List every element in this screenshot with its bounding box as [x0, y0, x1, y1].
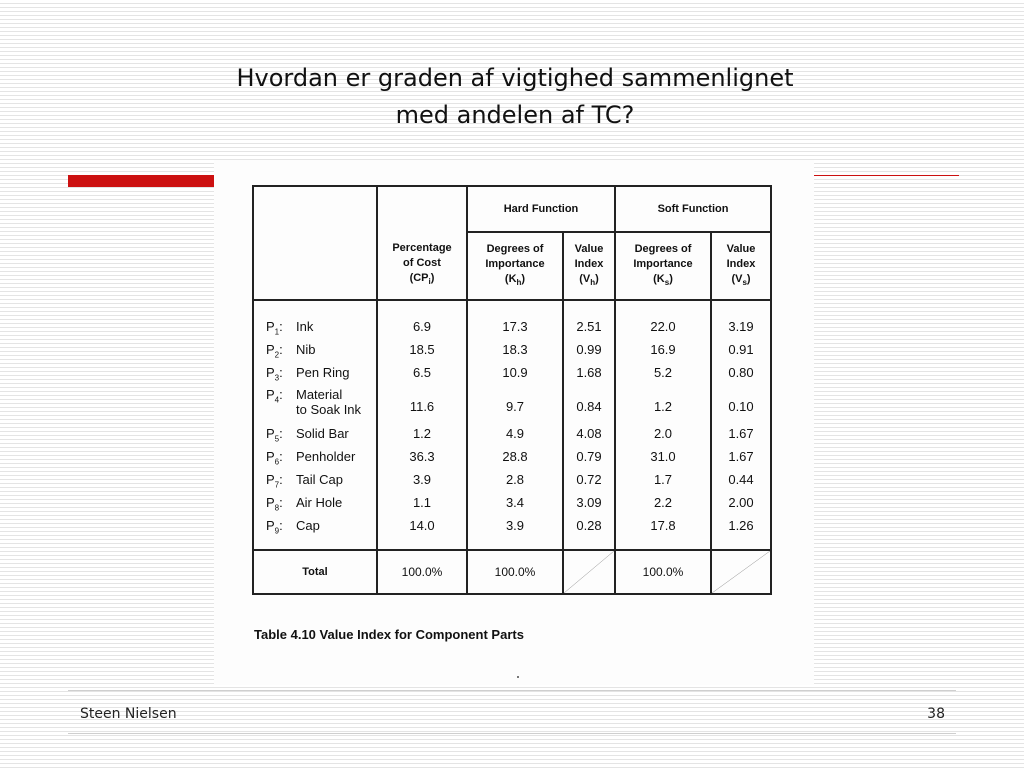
part-index: 6	[274, 457, 280, 467]
header-soft-value-line2: Index	[726, 257, 756, 270]
footer-rule-top	[68, 690, 956, 691]
accent-bar	[68, 175, 218, 187]
component-part-number	[266, 514, 296, 543]
corner-cell	[253, 186, 377, 300]
total-hard-value-blank	[563, 550, 615, 594]
component-name-line1: Material	[296, 387, 343, 402]
cell-vh: 0.72	[576, 472, 602, 487]
part-colon: :	[279, 319, 283, 334]
part-index: 2	[274, 350, 280, 360]
cell-cost: 6.9	[412, 319, 432, 334]
cell-kh: 17.3	[502, 319, 528, 334]
cell-vh: 0.99	[576, 342, 602, 357]
component-name-line1: Pen Ring	[296, 365, 350, 380]
header-vs-symbol: (V	[731, 272, 743, 285]
header-soft-importance-line2: Importance	[633, 257, 693, 270]
header-soft-importance-line3	[616, 272, 710, 290]
header-soft-value-line3	[712, 272, 770, 290]
header-hard-value-line2: Index	[574, 257, 604, 270]
component-name	[296, 422, 349, 445]
cell-cost: 18.5	[409, 342, 435, 357]
part-letter: P	[266, 387, 275, 402]
cell-cost: 36.3	[409, 449, 435, 464]
cell-ks: 1.2	[653, 399, 673, 414]
part-letter: P	[266, 365, 275, 380]
part-colon: :	[279, 472, 283, 487]
header-cost-symbol: (CP	[409, 271, 429, 284]
header-vs-close: )	[746, 272, 751, 285]
part-letter: P	[266, 472, 275, 487]
part-colon: :	[279, 387, 283, 402]
component-row-label	[266, 422, 376, 445]
cell-cost: 14.0	[409, 518, 435, 533]
cell-cost: 1.1	[412, 495, 432, 510]
cell-kh: 3.4	[505, 495, 525, 510]
soft-value-index-list	[712, 301, 770, 537]
header-cost-line1: Percentage	[392, 241, 452, 254]
header-cost-sub: i	[428, 277, 431, 287]
header-hard-value	[563, 232, 615, 300]
component-name-line1: Cap	[296, 518, 320, 533]
component-name	[296, 514, 320, 537]
cell-vh: 0.84	[576, 399, 602, 414]
footer-author: Steen Nielsen	[80, 706, 177, 722]
hard-value-index-cell	[563, 300, 615, 550]
part-index: 9	[274, 526, 280, 536]
cell-ks: 31.0	[650, 449, 676, 464]
header-hard-importance-line2: Importance	[485, 257, 545, 270]
cell-vs: 1.67	[728, 426, 754, 441]
cell-kh: 28.8	[502, 449, 528, 464]
part-colon: :	[279, 342, 283, 357]
table-image	[214, 160, 814, 685]
header-kh-symbol: (K	[504, 272, 517, 285]
cell-vs: 2.00	[728, 495, 754, 510]
header-vs-sub: s	[742, 278, 747, 288]
component-row-label	[266, 384, 376, 422]
cost-values-list	[378, 301, 466, 537]
component-name-line1: Penholder	[296, 449, 356, 464]
component-name	[296, 361, 349, 384]
header-hard-importance-line1: Degrees of	[486, 242, 544, 255]
cell-kh: 9.7	[505, 399, 525, 414]
diagonal-slash	[712, 551, 770, 593]
accent-line	[812, 175, 959, 176]
cell-kh: 3.9	[505, 518, 525, 533]
cell-vh: 1.68	[576, 365, 602, 380]
cell-vs: 3.19	[728, 319, 754, 334]
hard-importance-values-list	[468, 301, 562, 537]
part-index: 3	[274, 373, 280, 383]
total-cost: 100.0%	[377, 550, 467, 594]
part-index: 8	[274, 503, 280, 513]
component-row-label	[266, 361, 376, 384]
cell-cost: 11.6	[409, 399, 435, 414]
component-name	[296, 491, 342, 514]
part-index: 7	[274, 480, 280, 490]
cell-ks: 22.0	[650, 319, 676, 334]
header-kh-sub: h	[516, 278, 522, 288]
component-name-line1: Nib	[296, 342, 316, 357]
part-index: 4	[274, 395, 280, 405]
header-cost-line2: of Cost	[403, 256, 441, 269]
cell-ks: 1.7	[653, 472, 673, 487]
part-index: 1	[274, 327, 280, 337]
slide-title	[150, 60, 880, 134]
part-colon: :	[279, 365, 283, 380]
part-colon: :	[279, 449, 283, 464]
header-kh-close: )	[521, 272, 526, 285]
soft-value-index-cell	[711, 300, 771, 550]
cost-values-cell	[377, 300, 467, 550]
component-name	[296, 315, 313, 338]
component-row-label	[266, 514, 376, 537]
cell-ks: 16.9	[650, 342, 676, 357]
cell-ks: 17.8	[650, 518, 676, 533]
header-hard-function: Hard Function	[467, 186, 615, 232]
hard-importance-values-cell	[467, 300, 563, 550]
component-part-number	[266, 361, 296, 390]
component-name-line1: Ink	[296, 319, 314, 334]
part-letter: P	[266, 319, 275, 334]
component-row-label	[266, 338, 376, 361]
part-index: 5	[274, 434, 280, 444]
cell-vh: 0.28	[576, 518, 602, 533]
header-ks-close: )	[669, 272, 673, 285]
header-soft-importance-line1: Degrees of	[634, 242, 692, 255]
header-cost-close: )	[430, 271, 435, 284]
header-cost	[377, 186, 467, 300]
cell-kh: 2.8	[505, 472, 525, 487]
footer-rule-bottom	[68, 733, 956, 734]
header-hard-value-line1: Value	[574, 242, 604, 255]
value-index-table	[252, 185, 772, 595]
component-row-label	[266, 445, 376, 468]
slide-title-line-2: med andelen af TC?	[395, 101, 635, 129]
cell-kh: 4.9	[505, 426, 525, 441]
component-name-line2: to Soak Ink	[296, 402, 362, 417]
header-soft-importance	[615, 232, 711, 300]
header-soft-function: Soft Function	[615, 186, 771, 232]
header-soft-value	[711, 232, 771, 300]
header-hard-importance	[467, 232, 563, 300]
slide-title-line-1: Hvordan er graden af vigtighed sammenlignet	[236, 64, 794, 92]
cell-ks: 2.2	[653, 495, 673, 510]
part-colon: :	[279, 426, 283, 441]
cell-vs: 0.10	[728, 399, 754, 414]
total-soft-importance: 100.0%	[615, 550, 711, 594]
part-colon: :	[279, 518, 283, 533]
diagonal-slash	[564, 551, 614, 593]
part-letter: P	[266, 449, 275, 464]
header-ks-symbol: (K	[653, 272, 665, 285]
table-caption: Table 4.10 Value Index for Component Parts	[254, 627, 524, 642]
cell-vh: 3.09	[576, 495, 602, 510]
cell-vs: 1.26	[728, 518, 754, 533]
header-vh-symbol: (V	[579, 272, 591, 285]
component-name-line1: Air Hole	[296, 495, 343, 510]
component-name-line1: Tail Cap	[296, 472, 343, 487]
component-name-line1: Solid Bar	[296, 426, 349, 441]
component-name	[296, 445, 355, 468]
cell-kh: 18.3	[502, 342, 528, 357]
part-colon: :	[279, 495, 283, 510]
total-soft-value-blank	[711, 550, 771, 594]
component-name	[296, 468, 343, 491]
cell-vs: 0.80	[728, 365, 754, 380]
cell-vh: 4.08	[576, 426, 602, 441]
header-vh-sub: h	[590, 278, 596, 288]
page-number: 38	[927, 706, 945, 722]
cell-vh: 2.51	[576, 319, 602, 334]
cell-cost: 3.9	[412, 472, 432, 487]
part-letter: P	[266, 495, 275, 510]
component-part-number	[266, 387, 296, 408]
component-row-label	[266, 315, 376, 338]
soft-importance-values-list	[616, 301, 710, 537]
cell-vh: 0.79	[576, 449, 602, 464]
component-row-label	[266, 468, 376, 491]
soft-importance-values-cell	[615, 300, 711, 550]
header-hard-importance-line3	[468, 272, 562, 290]
cell-vs: 1.67	[728, 449, 754, 464]
header-cost-line3	[378, 271, 466, 289]
cell-ks: 5.2	[653, 365, 673, 380]
part-letter: P	[266, 426, 275, 441]
part-letter: P	[266, 518, 275, 533]
header-soft-value-line1: Value	[726, 242, 756, 255]
total-hard-importance: 100.0%	[467, 550, 563, 594]
component-names-cell	[253, 300, 377, 550]
component-name	[296, 387, 361, 417]
component-row-label	[266, 491, 376, 514]
component-name	[296, 338, 316, 361]
cell-cost: 6.5	[412, 365, 432, 380]
cell-kh: 10.9	[502, 365, 528, 380]
header-hard-value-line3	[564, 272, 614, 290]
component-names-list	[254, 301, 376, 537]
cell-vs: 0.91	[728, 342, 754, 357]
cell-vs: 0.44	[728, 472, 754, 487]
total-label: Total	[253, 550, 377, 594]
cell-ks: 2.0	[653, 426, 673, 441]
header-ks-sub: s	[664, 278, 670, 288]
cell-cost: 1.2	[412, 426, 432, 441]
hard-value-index-list	[564, 301, 614, 537]
part-letter: P	[266, 342, 275, 357]
header-vh-close: )	[595, 272, 599, 285]
scan-speck	[517, 676, 519, 678]
